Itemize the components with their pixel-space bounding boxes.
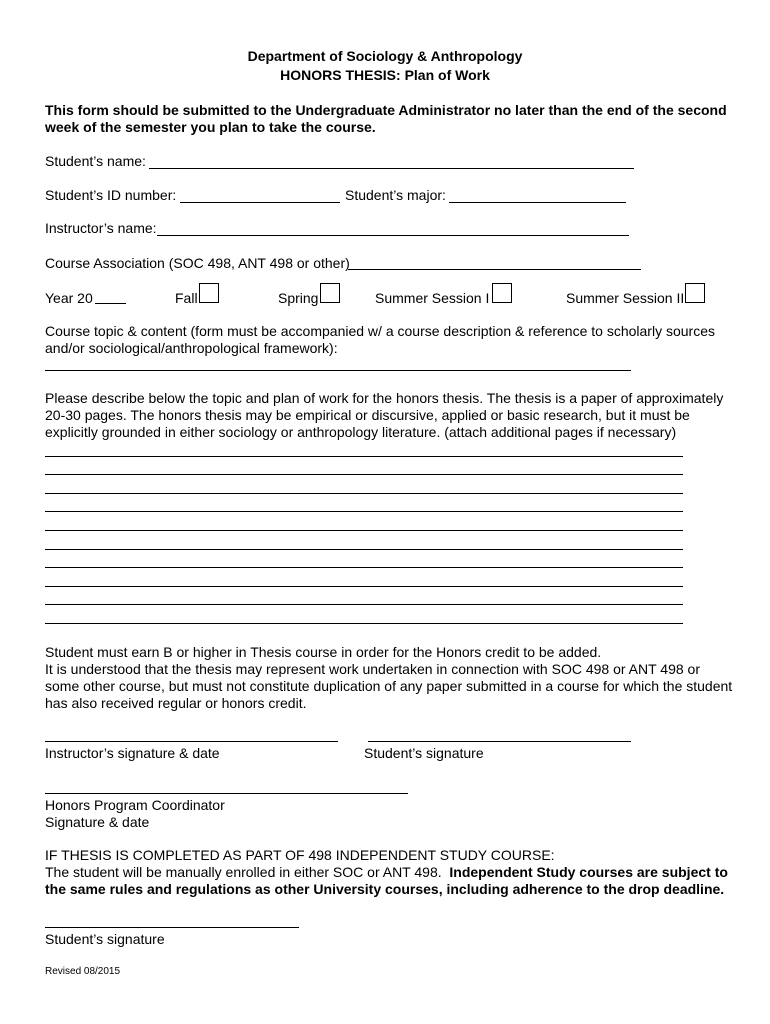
summer-session-1-checkbox[interactable] [492,283,512,303]
description-line[interactable] [45,604,683,605]
fall-checkbox[interactable] [199,283,219,303]
department-title: Department of Sociology & Anthropology [247,48,523,64]
course-topic-label: Course topic & content (form must be accompanied w/ a course description & reference to scholarly sources and/or sociological/anthropological framework): [45,323,715,356]
description-line[interactable] [45,511,683,512]
description-line[interactable] [45,549,683,550]
student-name-line[interactable] [149,168,634,169]
student-id-label: Student’s ID number: [45,187,177,203]
grade-requirement: Student must earn B or higher in Thesis course in order for the Honors credit to be added. [45,644,602,660]
description-line[interactable] [45,586,683,587]
year-line[interactable] [95,303,126,304]
course-association-line[interactable] [348,269,641,270]
independent-study-heading: IF THESIS IS COMPLETED AS PART OF 498 INDEPENDENT STUDY COURSE: [45,847,555,863]
student-name-label: Student’s name: [45,153,146,169]
description-line[interactable] [45,456,683,457]
instructor-name-label: Instructor’s name: [45,220,157,236]
student-signature-line[interactable] [368,741,631,742]
year-label: Year 20 [45,290,93,306]
summer-session-2-label: Summer Session II [566,290,685,306]
independent-study-normal: The student will be manually enrolled in either SOC or ANT 498. [45,864,450,880]
independent-study-text [45,864,735,898]
instructor-signature-line[interactable] [45,741,338,742]
course-association-label: Course Association (SOC 498, ANT 498 or other) [45,255,350,271]
summer-session-1-label: Summer Session I [375,290,490,306]
student-major-label: Student’s major: [345,187,446,203]
student-major-line[interactable] [449,202,626,203]
description-line[interactable] [45,567,683,568]
summer-session-2-checkbox[interactable] [685,283,705,303]
description-line[interactable] [45,530,683,531]
form-title: HONORS THESIS: Plan of Work [280,67,490,83]
description-instructions: Please describe below the topic and plan of work for the honors thesis. The thesis is a paper of approximately 20-30 pages. The honors thesis may be empirical or discursive, applied or basic research, but it must be explicitly grounded in either sociology or anthropology literature. (attach additional pages if necessary) [45,390,724,440]
final-student-signature-label: Student’s signature [45,931,165,947]
student-id-line[interactable] [180,202,340,203]
coordinator-date-label: Signature & date [45,814,150,830]
revised-date: Revised 08/2015 [45,966,121,977]
instructor-signature-label: Instructor’s signature & date [45,745,220,761]
description-line[interactable] [45,493,683,494]
description-line[interactable] [45,474,683,475]
instructor-name-line[interactable] [157,235,629,236]
spring-checkbox[interactable] [320,283,340,303]
coordinator-signature-line[interactable] [45,793,408,794]
duplication-policy: It is understood that the thesis may represent work undertaken in connection with SOC 498 or ANT 498 or some other course, but must not constitute duplication of any paper submitted in a course for which the student has also received regular or honors credit. [45,661,733,711]
submission-notice: This form should be submitted to the Undergraduate Administrator no later than the end of the second week of the semester you plan to take the course. [45,102,727,135]
spring-label: Spring [278,290,319,306]
course-topic-line[interactable] [45,370,631,371]
fall-label: Fall [175,290,198,306]
description-line[interactable] [45,623,683,624]
independent-study-bold: Independent Study courses are subject to the same rules and regulations as other University courses, including adherence to the drop deadline. [45,864,728,897]
student-signature-label: Student’s signature [364,745,484,761]
coordinator-label: Honors Program Coordinator [45,797,225,813]
final-student-signature-line[interactable] [45,927,299,928]
